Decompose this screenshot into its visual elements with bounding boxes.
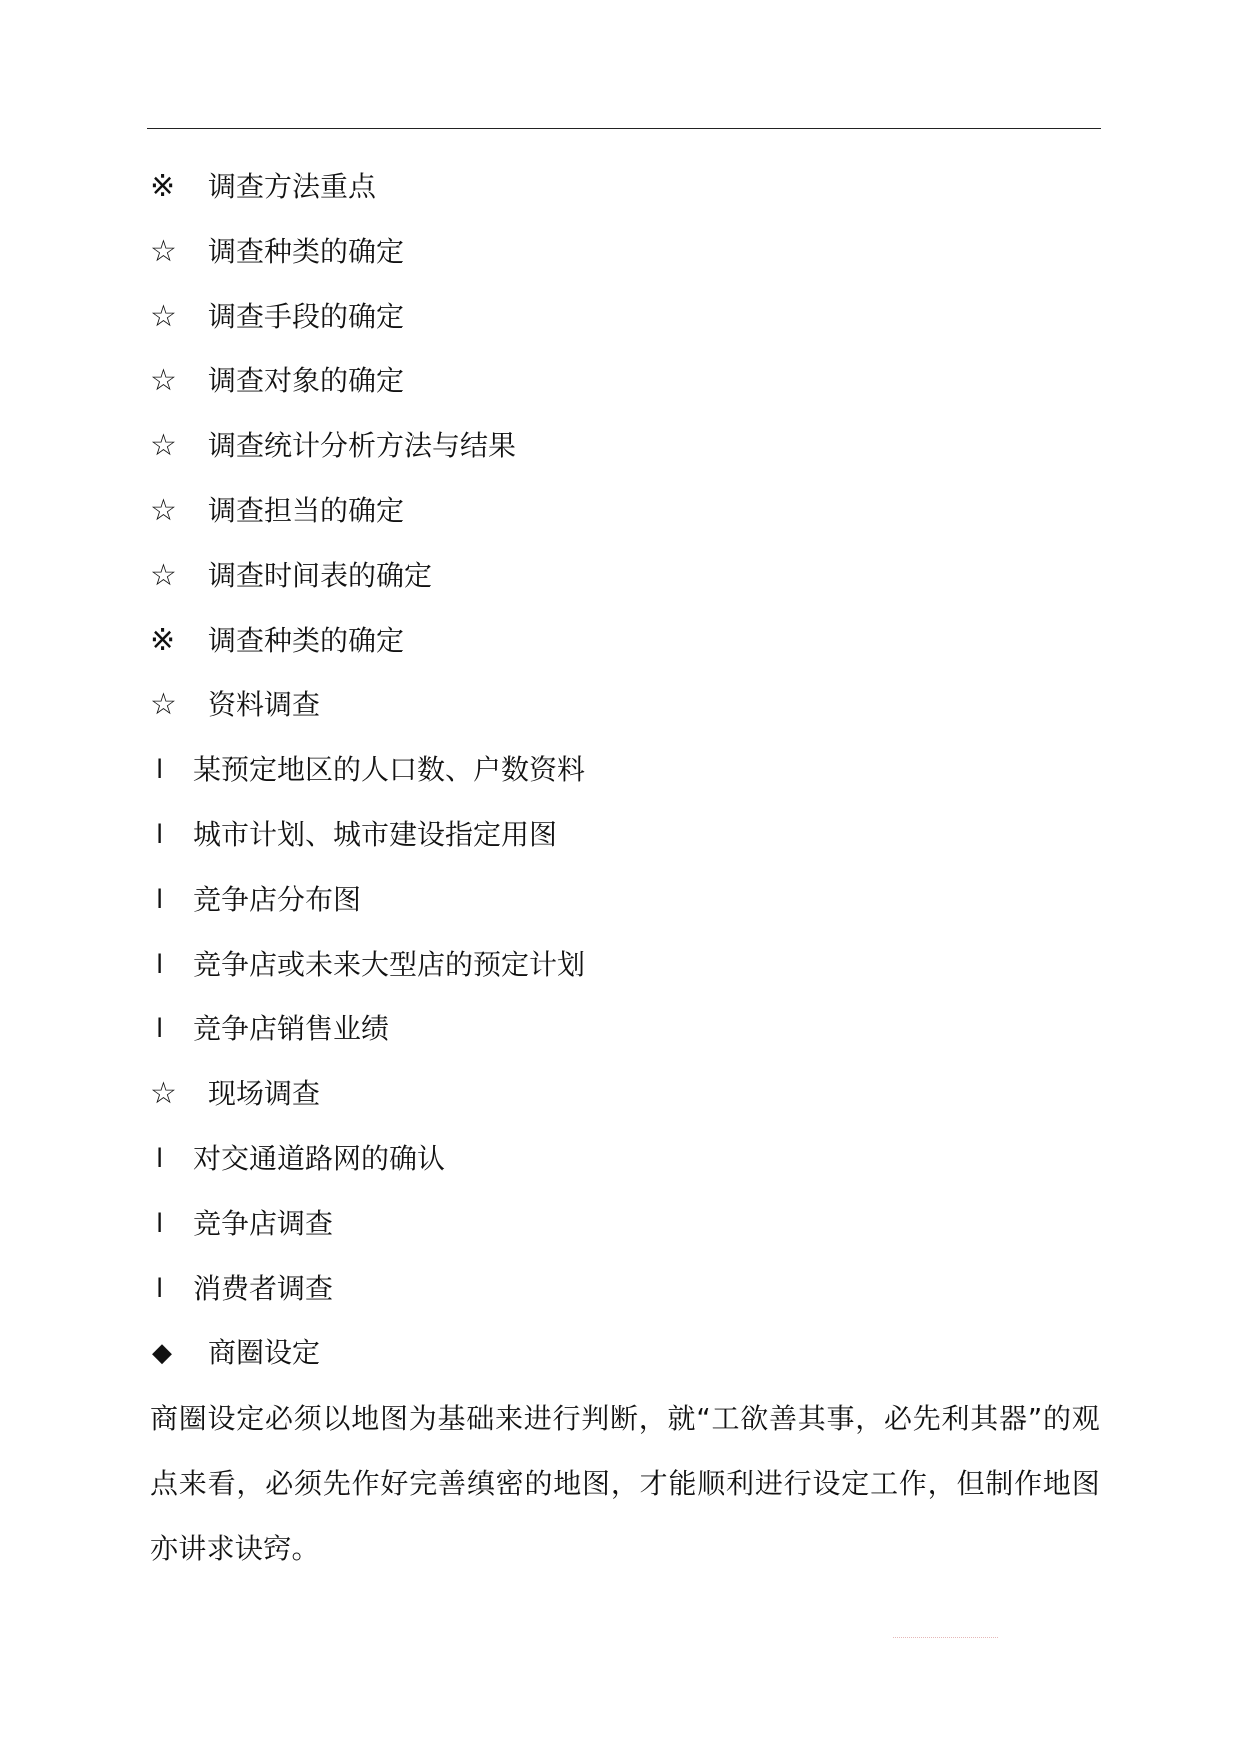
outline-item [150,220,1100,285]
star-outline-icon: ☆ [150,298,177,334]
outline-item-text: 城市计划、城市建设指定用图 [193,817,558,851]
outline-item-text: 调查对象的确定 [208,364,405,398]
bar-bullet-icon: l [156,1143,164,1174]
outline-item [150,1062,1100,1127]
footer-watermark-rule [893,1637,998,1638]
outline-item-text: 调查方法重点 [208,170,377,203]
star-outline-icon: ☆ [150,492,177,528]
outline-item-text: 现场调查 [208,1077,321,1111]
star-outline-icon: ☆ [150,557,177,593]
bar-bullet-icon: l [156,1208,164,1239]
outline-item-text: 竞争店分布图 [193,882,362,916]
outline-item [150,414,1100,479]
reference-mark-icon: ※ [150,169,176,204]
outline-item [150,673,1100,738]
bar-bullet-icon: l [156,1273,164,1304]
outline-item-text: 某预定地区的人口数、户数资料 [193,753,586,787]
bar-bullet-icon: l [156,1014,164,1045]
document-body [150,155,1100,1609]
outline-item [150,803,1100,868]
outline-item [150,738,1100,803]
outline-item [150,997,1100,1062]
bar-bullet-icon: l [156,884,164,915]
bar-bullet-icon: l [156,819,164,850]
star-outline-icon: ☆ [150,1076,177,1112]
outline-item [150,349,1100,414]
bar-bullet-icon: l [156,949,164,980]
outline-item-text: 调查手段的确定 [208,299,405,333]
star-outline-icon: ☆ [150,687,177,723]
outline-item-text: 竞争店或未来大型店的预定计划 [193,947,586,981]
outline-item-text: 竞争店调查 [193,1206,334,1240]
outline-item [150,285,1100,350]
outline-item [150,1321,1100,1386]
outline-item [150,479,1100,544]
outline-item-text: 调查统计分析方法与结果 [208,429,517,463]
outline-item [150,155,1100,220]
outline-item [150,868,1100,933]
body-paragraph: 商圈设定必须以地图为基础来进行判断，就“工欲善其事，必先利其器”的观点来看，必须先作好完善缜密的地图，才能顺利进行设定工作，但制作地图亦讲求诀窍。 [150,1402,1100,1566]
outline-item-text: 竞争店销售业绩 [193,1012,390,1046]
outline-item [150,1257,1100,1322]
bar-bullet-icon: l [156,755,164,786]
star-outline-icon: ☆ [150,428,177,464]
outline-item [150,544,1100,609]
outline-item-text: 商圈设定 [208,1336,321,1370]
outline-item-text: 调查担当的确定 [208,493,405,527]
star-outline-icon: ☆ [150,233,177,269]
outline-item-text: 调查种类的确定 [208,623,405,657]
outline-item [150,1127,1100,1192]
outline-item [150,609,1100,674]
outline-item-text: 调查时间表的确定 [208,558,433,592]
outline-item [150,933,1100,998]
outline-list [150,155,1100,1386]
diamond-bullet-icon: ◆ [152,1338,172,1369]
outline-item [150,1192,1100,1257]
header-rule [147,128,1101,129]
reference-mark-icon: ※ [150,622,176,658]
outline-item-text: 对交通道路网的确认 [193,1141,446,1175]
outline-item-text: 消费者调查 [193,1271,334,1305]
outline-item-text: 调查种类的确定 [208,234,405,268]
star-outline-icon: ☆ [150,363,177,399]
outline-item-text: 资料调查 [208,688,321,722]
